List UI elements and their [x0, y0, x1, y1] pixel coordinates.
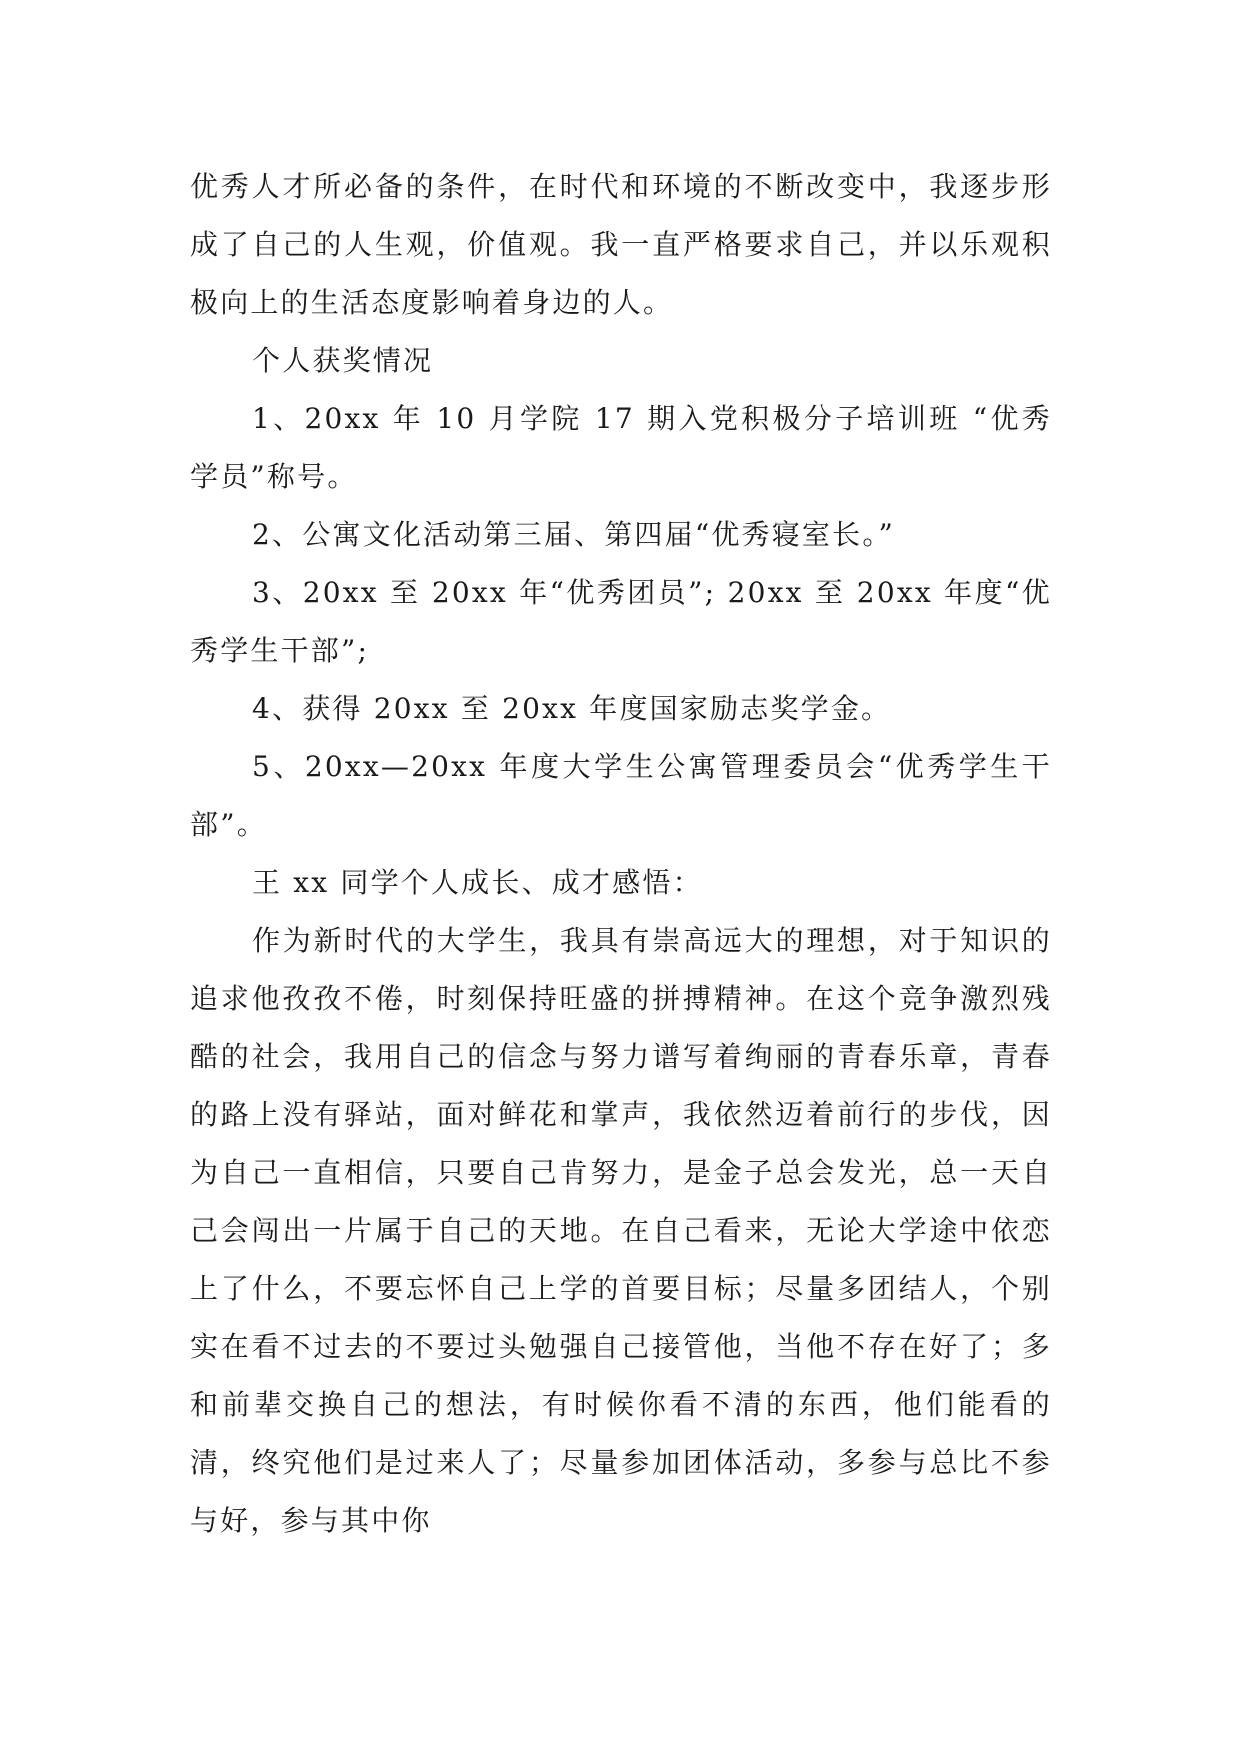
award-item-2: 2、公寓文化活动第三届、第四届“优秀寝室长。”	[252, 518, 896, 551]
award-item-1: 1、20xx 年 10 月学院 17 期入党积极分子培训班 “优秀学员”称号。	[190, 402, 1052, 493]
paragraph-intro-continuation: 优秀人才所必备的条件，在时代和环境的不断改变中，我逐步形成了自己的人生观，价值观。我一直严格要求自己，并以乐观积极向上的生活态度影响着身边的人。	[190, 170, 1052, 319]
document-body	[190, 158, 1052, 1550]
reflection-paragraph: 作为新时代的大学生，我具有崇高远大的理想，对于知识的追求他孜孜不倦，时刻保持旺盛的拼搏精神。在这个竞争激烈残酷的社会，我用自己的信念与努力谱写着绚丽的青春乐章，青春的路上没有驿站，面对鲜花和掌声，我依然迈着前行的步伐，因为自己一直相信，只要自己肯努力，是金子总会发光，总一天自己会闯出一片属于自己的天地。在自己看来，无论大学途中依恋上了什么，不要忘怀自己上学的首要目标；尽量多团结人，个别实在看不过去的不要过头勉强自己接管他，当他不存在好了；多和前辈交换自己的想法，有时候你看不清的东西，他们能看的清，终究他们是过来人了；尽量参加团体活动，多参与总比不参与好，参与其中你	[190, 924, 1052, 1537]
award-item-3: 3、20xx 至 20xx 年“优秀团员”; 20xx 至 20xx 年度“优秀学生干部”;	[190, 576, 1052, 667]
award-item-5: 5、20xx—20xx 年度大学生公寓管理委员会“优秀学生干部”。	[190, 750, 1052, 841]
reflection-heading: 王 xx 同学个人成长、成才感悟：	[252, 866, 703, 899]
awards-heading: 个人获奖情况	[252, 344, 434, 377]
award-item-4: 4、获得 20xx 至 20xx 年度国家励志奖学金。	[252, 692, 892, 725]
